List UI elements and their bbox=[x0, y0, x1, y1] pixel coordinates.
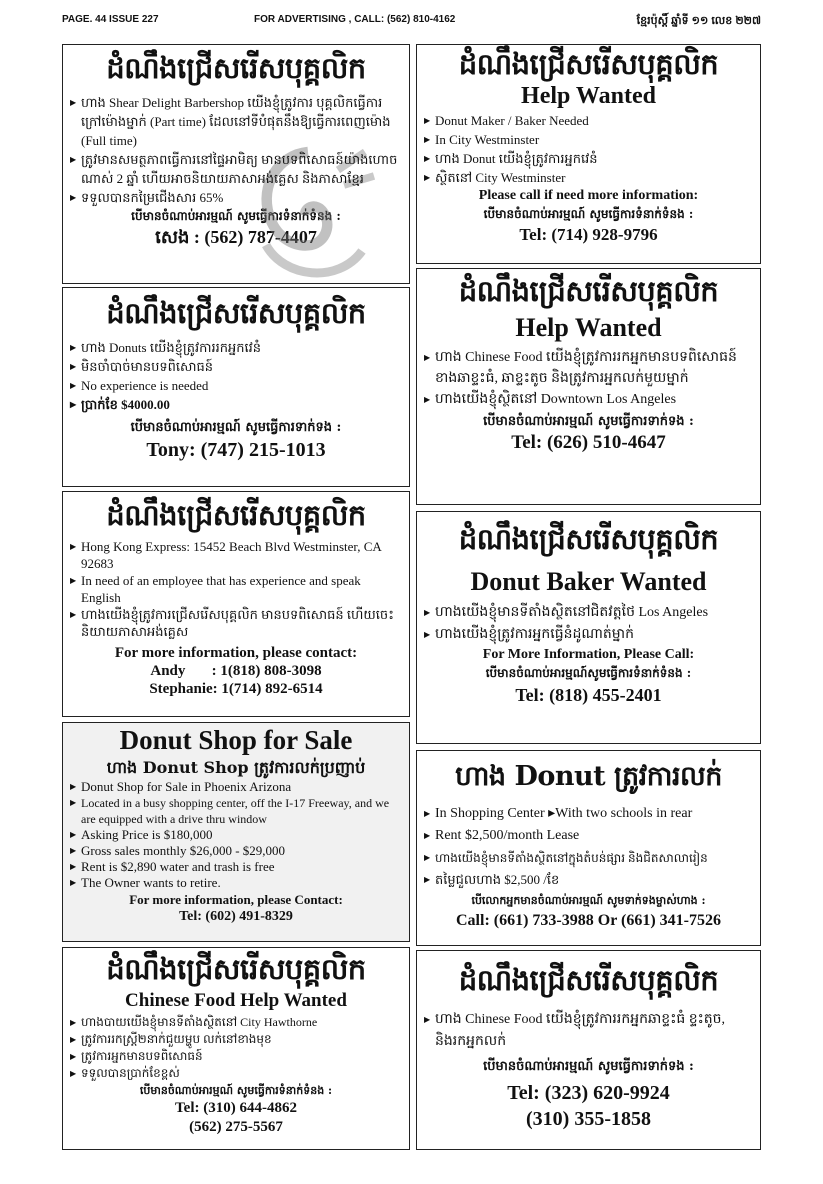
publication-label: ខ្មែរប៉ុស្តិ៍ ឆ្នាំទី ១១ លេខ ២២៧ bbox=[636, 15, 761, 27]
list-item: ▶ ហាង Shear Delight Barbershop យើងខ្ញុំត្រូវការ បុគ្គលិកធ្វើការក្រៅម៉ោងម្នាក់ (Part time) ដែលនៅទីបំផុតនឹងឱ្យធ្វើការពេញម៉ោង (Full time) bbox=[70, 93, 402, 150]
phone-number: Tel: (818) 455-2401 bbox=[515, 685, 662, 705]
info-line: For more information, please Contact: bbox=[129, 892, 343, 907]
ad-subtitle: Donut Baker Wanted bbox=[470, 567, 707, 596]
list-item: ▶ Located in a busy shopping center, off the I-17 Freeway, and we are equipped with a drive thru window bbox=[70, 795, 402, 827]
list-item: ▶ No experience is needed bbox=[70, 376, 402, 395]
page-issue-label: PAGE. 44 ISSUE 227 bbox=[62, 14, 159, 25]
phone-number: Tel: (310) 644-4862 bbox=[175, 1100, 297, 1116]
list-item: ▶ ត្រូវការអ្នកមានបទពិសោធន៍ bbox=[70, 1048, 402, 1065]
contact-andy: Andy : 1(818) 808-3098 bbox=[150, 663, 322, 679]
ad-title: ដំណឹងជ្រើសរើសបុគ្គលិក bbox=[106, 952, 366, 986]
info-line: For more information, please contact: bbox=[114, 645, 358, 661]
ad-donut-maker bbox=[416, 44, 761, 264]
info-line: Please call if need more information: bbox=[478, 188, 699, 203]
contact-prompt: បើមានចំណាប់អារម្មណ៍ សូមធ្វើការទំនាក់ទំនង : bbox=[131, 209, 341, 223]
ad-donut-baker bbox=[416, 511, 761, 744]
list-item: ▶ ហាងបាយយើងខ្ញុំមានទីតាំងស្ថិតនៅ City Hawthorne bbox=[70, 1014, 402, 1031]
ad-barbershop bbox=[62, 44, 410, 284]
ad-bullets bbox=[424, 803, 753, 891]
ad-subtitle: Help Wanted bbox=[521, 83, 656, 109]
list-item: ▶ The Owner wants to retire. bbox=[70, 875, 402, 891]
list-item: ▶ ហាងយើងខ្ញុំត្រូវការអ្នកធ្វើនំដូណាត់ម្នាក់ bbox=[424, 624, 753, 646]
ad-subtitle: ហាង Donut Shop ត្រូវការលក់ប្រញាប់ bbox=[106, 758, 366, 777]
list-item: ▶ ហាងយើងខ្ញុំស្ថិតនៅ Downtown Los Angeles bbox=[424, 389, 753, 410]
ad-donut-shop-for-sale bbox=[62, 722, 410, 942]
list-item: ▶ In City Westminster bbox=[424, 130, 753, 149]
contact-prompt: បើមានចំណាប់អារម្មណ៍សូមធ្វើការទំនាក់ទំនង : bbox=[485, 666, 692, 680]
list-item: ▶ ត្រូវមានសមត្ថភាពធ្វើការនៅផ្ទៃអាមិត្យ មានបទពិសោធន៍យ៉ាងហោចណាស់ 2 ឆ្នាំ ហើយអាចនិយាយភាសាអង់គ្លេស និងភាសាខ្មែរ bbox=[70, 150, 402, 188]
list-item: ▶ Donut Shop for Sale in Phoenix Arizona bbox=[70, 779, 402, 795]
phone-number: Tony: (747) 215-1013 bbox=[146, 439, 326, 461]
ad-subtitle: Chinese Food Help Wanted bbox=[125, 990, 347, 1011]
list-item: ▶ In need of an employee that has experience and speak English bbox=[70, 572, 402, 606]
list-item: ▶ ហាង Donuts យើងខ្ញុំត្រូវការរកអ្នកវេនំ bbox=[70, 338, 402, 357]
ad-title: ដំណឹងជ្រើសរើសបុគ្គលិក bbox=[458, 963, 719, 997]
ad-bullets bbox=[424, 602, 753, 646]
ad-donuts-no-experience bbox=[62, 287, 410, 487]
ad-chinese-food-hawthorne bbox=[62, 947, 410, 1150]
list-item: ▶ តម្លៃជួលហាង $2,500 /ខែ bbox=[424, 869, 753, 891]
phone-number-alt: (310) 355-1858 bbox=[526, 1108, 651, 1130]
phone-number-alt: (562) 275-5567 bbox=[189, 1119, 283, 1135]
list-item: ▶ ហាងយើងខ្ញុំមានទីតាំងស្ថិតនៅជិតវត្តថៃ Los Angeles bbox=[424, 602, 753, 624]
page-header bbox=[62, 14, 761, 30]
ad-subtitle: Help Wanted bbox=[515, 313, 662, 342]
ad-title: ដំណឹងជ្រើសរើសបុគ្គលិក bbox=[458, 274, 719, 308]
info-line: For More Information, Please Call: bbox=[482, 647, 695, 662]
ad-bullets bbox=[424, 347, 753, 410]
ad-title: ដំណឹងជ្រើសរើសបុគ្គលិក bbox=[106, 498, 366, 532]
list-item: ▶ ត្រូវការរកស្ត្រី២នាក់ជួយម្ហូប លក់នៅខាងមុខ bbox=[70, 1031, 402, 1048]
contact-prompt: បើមានចំណាប់អារម្មណ៍ សូមធ្វើការទាក់ទង : bbox=[483, 1059, 694, 1074]
ad-bullets bbox=[424, 1009, 753, 1053]
list-item: ▶ Rent is $2,890 water and trash is free bbox=[70, 859, 402, 875]
list-item: ▶ ស្ថិតនៅ City Westminster bbox=[424, 168, 753, 187]
phone-number: Tel: (626) 510-4647 bbox=[511, 432, 666, 453]
list-item: ▶ Gross sales monthly $26,000 - $29,000 bbox=[70, 843, 402, 859]
contact-prompt: បើមានចំណាប់អារម្មណ៍ សូមធ្វើការទំនាក់ទំនង : bbox=[483, 207, 694, 221]
phone-number: Tel: (323) 620-9924 bbox=[507, 1082, 670, 1104]
list-item: ▶ ហាង Chinese Food យើងខ្ញុំត្រូវការរកអ្នកឆាខ្ទះធំ ខ្ទះតូច, និងរកអ្នកលក់ bbox=[424, 1009, 753, 1053]
phone-number: សេង : (562) 787-4407 bbox=[155, 227, 317, 247]
phone-number: Tel: (602) 491-8329 bbox=[179, 909, 293, 924]
ad-bullets bbox=[70, 1014, 402, 1082]
ad-donut-for-sale-lease bbox=[416, 750, 761, 946]
phone-number: Tel: (714) 928-9796 bbox=[519, 225, 658, 244]
ad-bullets bbox=[70, 779, 402, 891]
ad-title: ដំណឹងជ្រើសរើសបុគ្គលិក bbox=[458, 522, 719, 556]
ad-title: ដំណឹងជ្រើសរើសបុគ្គលិក bbox=[458, 47, 719, 81]
contact-stephanie: Stephanie: 1(714) 892-6514 bbox=[149, 681, 323, 697]
ad-hong-kong-express bbox=[62, 491, 410, 717]
ad-title: ដំណឹងជ្រើសរើសបុគ្គលិក bbox=[106, 51, 366, 85]
list-item: ▶ Hong Kong Express: 15452 Beach Blvd Westminster, CA 92683 bbox=[70, 538, 402, 572]
ad-title: Donut Shop for Sale bbox=[119, 725, 353, 755]
contact-prompt: បើមានចំណាប់អារម្មណ៍ សូមធ្វើការទាក់ទង : bbox=[130, 420, 342, 435]
contact-prompt: បើមានចំណាប់អារម្មណ៍ សូមធ្វើការទំនាក់ទំនង : bbox=[139, 1084, 333, 1097]
list-item: ▶ ហាងយើងខ្ញុំត្រូវការជ្រើសរើសបុគ្គលិក មានបទពិសោធន៍ ហើយចេះនិយាយភាសាអង់គ្លេស bbox=[70, 606, 402, 640]
contact-prompt: បើលោកអ្នកមានចំណាប់អារម្មណ៍ សូមទាក់ទងម្ចាស់ហាង : bbox=[471, 894, 706, 907]
list-item: ▶ ហាង Chinese Food យើងខ្ញុំត្រូវការរកអ្នកមានបទពិសោធន៍ខាងឆាខ្ទះធំ, ឆាខ្ទះតូច និងត្រូវការអ្នកលក់មួយម្នាក់ bbox=[424, 347, 753, 389]
ad-bullets bbox=[424, 111, 753, 187]
list-item: ▶ Rent $2,500/month Lease bbox=[424, 825, 753, 847]
ad-title: ដំណឹងជ្រើសរើសបុគ្គលិក bbox=[106, 296, 366, 330]
list-item: ▶ ទទួលបានកម្រៃជើងសារ 65% bbox=[70, 188, 402, 207]
advertising-phone: FOR ADVERTISING , CALL: (562) 810-4162 bbox=[254, 14, 456, 25]
ad-bullets bbox=[70, 538, 402, 640]
phone-number: Call: (661) 733-3988 Or (661) 341-7526 bbox=[456, 912, 721, 929]
ad-title: ហាង Donut ត្រូវការលក់ bbox=[455, 761, 722, 792]
ad-bullets bbox=[70, 93, 402, 207]
list-item: ▶ ទទួលបានប្រាក់ខែខ្ពស់ bbox=[70, 1065, 402, 1082]
list-item: ▶ ហាង Donut យើងខ្ញុំត្រូវការអ្នកវេនំ bbox=[424, 149, 753, 168]
ad-bullets bbox=[70, 338, 402, 414]
contact-prompt: បើមានចំណាប់អារម្មណ៍ សូមធ្វើការទាក់ទង : bbox=[483, 414, 694, 429]
ad-chinese-food-cooks bbox=[416, 950, 761, 1150]
ad-chinese-food-downtown bbox=[416, 268, 761, 505]
list-item: ▶ ប្រាក់ខែ $4000.00 bbox=[70, 395, 402, 414]
list-item: ▶ In Shopping Center ▸With two schools in rear bbox=[424, 803, 753, 825]
list-item: ▶ Asking Price is $180,000 bbox=[70, 827, 402, 843]
list-item: ▶ Donut Maker / Baker Needed bbox=[424, 111, 753, 130]
list-item: ▶ មិនចាំបាច់មានបទពិសោធន៍ bbox=[70, 357, 402, 376]
list-item: ▶ ហាងយើងខ្ញុំមានទីតាំងស្ថិតនៅក្នុងតំបន់ផ្សារ និងជិតសាលារៀន bbox=[424, 847, 753, 869]
